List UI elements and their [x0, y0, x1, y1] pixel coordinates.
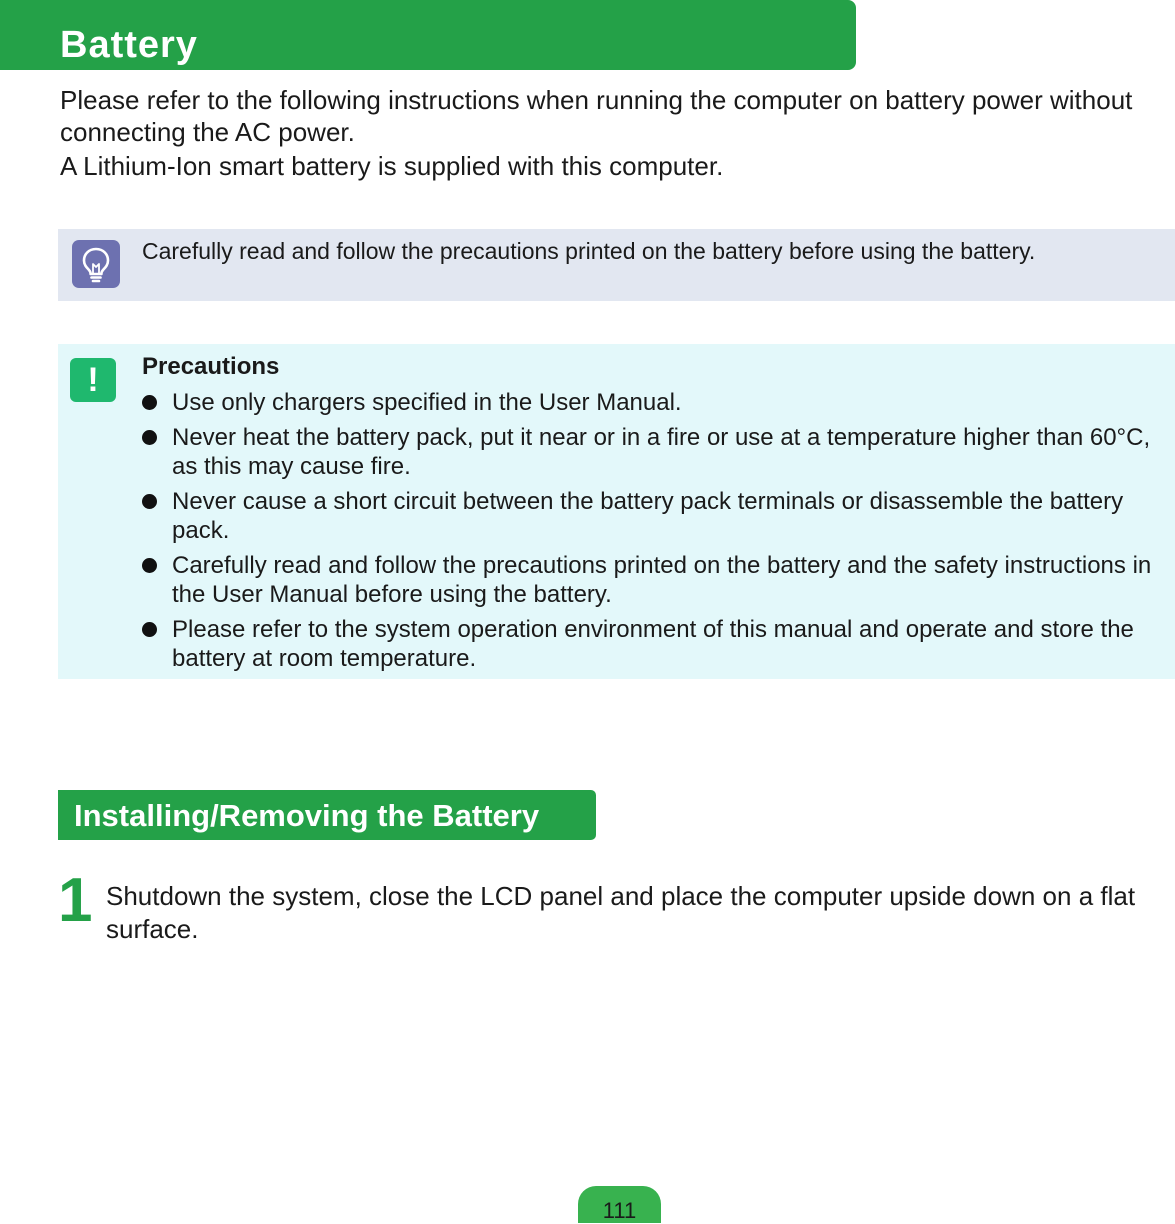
precautions-box [58, 344, 1175, 679]
step-number: 1 [58, 866, 93, 935]
list-item-text: Never heat the battery pack, put it near or in a fire or use at a temperature higher than 60°C, as this may cause fire. [172, 424, 1151, 480]
list-item [142, 487, 1162, 545]
precautions-list [142, 388, 1162, 679]
page-title-bar [0, 0, 856, 70]
precautions-title: Precautions [142, 353, 280, 380]
bullet-icon [142, 494, 157, 509]
step-text: Shutdown the system, close the LCD panel and place the computer upside down on a flat surface. [106, 881, 1136, 944]
list-item [142, 615, 1162, 673]
list-item [142, 388, 1162, 417]
list-item-text: Never cause a short circuit between the battery pack terminals or disassemble the battery pack. [172, 488, 1124, 544]
bullet-icon [142, 395, 157, 410]
list-item-text: Use only chargers specified in the User Manual. [172, 389, 682, 416]
bullet-icon [142, 622, 157, 637]
lightbulb-icon-graphic [72, 240, 120, 288]
tip-text: Carefully read and follow the precautions printed on the battery before using the battery. [142, 238, 1036, 264]
page-number-tab [578, 1186, 661, 1223]
list-item [142, 551, 1162, 609]
bullet-icon [142, 430, 157, 445]
intro-paragraph: Please refer to the following instructions when running the computer on battery power without connecting the AC power. [60, 85, 1133, 147]
section-title: Installing/Removing the Battery [74, 798, 540, 833]
lightbulb-icon [72, 240, 120, 288]
list-item-text: Please refer to the system operation environment of this manual and operate and store the battery at room temperature. [172, 616, 1134, 672]
page-number: 111 [602, 1198, 637, 1223]
bullet-icon [142, 558, 157, 573]
list-item [142, 423, 1162, 481]
section-header [58, 790, 596, 840]
list-item-text: Carefully read and follow the precautions printed on the battery and the safety instructions in the User Manual before using the battery. [172, 552, 1152, 608]
intro-paragraph-2: A Lithium-Ion smart battery is supplied with this computer. [60, 151, 724, 181]
exclamation-icon: ! [70, 358, 116, 402]
tip-box [58, 229, 1175, 301]
page-title: Battery [60, 24, 198, 66]
